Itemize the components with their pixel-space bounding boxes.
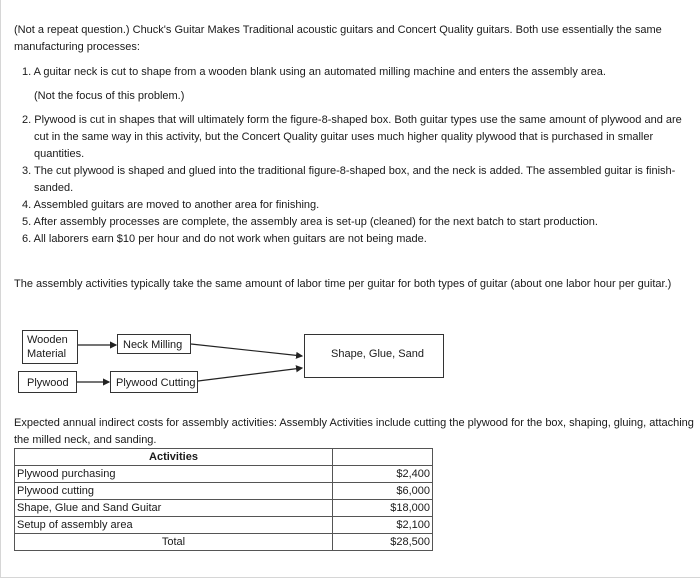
total-label: Total (15, 534, 333, 551)
plywood-box: Plywood (18, 371, 77, 393)
plywood-cutting-box: Plywood Cutting (110, 371, 198, 393)
costs-intro-line: the milled neck, and sanding. (14, 434, 157, 446)
step-number: 4. (22, 199, 32, 211)
total-amount: $28,500 (333, 534, 433, 551)
step-text: Plywood is cut in shapes that will ultimately form the figure-8-shaped box. Both guitar types use the same amount of plywood and are (34, 114, 682, 126)
step-number: 1. (22, 66, 32, 78)
step-number: 2. (22, 114, 32, 126)
table-total-row (15, 534, 433, 551)
table-row (15, 517, 433, 534)
step-text: sanded. (34, 182, 74, 194)
costs-intro-line: Expected annual indirect costs for assembly activities: Assembly Activities include cutting the plywood for the box, shaping, gluing, attaching (14, 417, 694, 429)
activity-cell: Shape, Glue and Sand Guitar (15, 500, 333, 517)
amount-cell: $2,100 (333, 517, 433, 534)
amount-cell: $18,000 (333, 500, 433, 517)
amount-cell: $6,000 (333, 483, 433, 500)
step-text: A guitar neck is cut to shape from a wooden blank using an automated milling machine and enters the assembly area. (33, 66, 606, 78)
activity-cell: Setup of assembly area (15, 517, 333, 534)
table-header-row (15, 449, 433, 466)
activity-cell: Plywood purchasing (15, 466, 333, 483)
step-text: Assembled guitars are moved to another area for finishing. (33, 199, 320, 211)
arrow-cutting-to-shape (198, 368, 302, 381)
amount-cell: $2,400 (333, 466, 433, 483)
step-text: All laborers earn $10 per hour and do not work when guitars are not being made. (33, 233, 427, 245)
table-header: Activities (15, 449, 333, 466)
step-text: quantities. (34, 148, 85, 160)
step-number: 5. (22, 216, 32, 228)
box-label: Material (27, 348, 67, 360)
table-header-empty (333, 449, 433, 466)
activity-cell: Plywood cutting (15, 483, 333, 500)
shape-glue-sand-box: Shape, Glue, Sand (304, 334, 444, 378)
table-row (15, 466, 433, 483)
step-1-note: (Not the focus of this problem.) (34, 90, 185, 102)
table-row (15, 500, 433, 517)
labor-note: The assembly activities typically take the same amount of labor time per guitar for both types of guitar (about one labor hour per guitar.) (14, 278, 672, 290)
intro-paragraph: (Not a repeat question.) Chuck's Guitar Makes Traditional acoustic guitars and Concert Quality guitars. Both use essentially the same manufacturing processes: (14, 24, 662, 53)
step-text: The cut plywood is shaped and glued into the traditional figure-8-shaped box, and the neck is added. The assembled guitar is finish- (34, 165, 676, 177)
indirect-costs-table (14, 448, 433, 551)
neck-milling-box: Neck Milling (117, 334, 191, 354)
step-number: 6. (22, 233, 32, 245)
costs-intro (14, 415, 698, 449)
step-text: cut in the same way in this activity, but the Concert Quality guitar uses much higher quality plywood that is purchased in smaller (34, 131, 654, 143)
step-number: 3. (22, 165, 32, 177)
step-text: After assembly processes are complete, the assembly area is set-up (cleaned) for the next batch to start production. (33, 216, 598, 228)
table-row (15, 483, 433, 500)
arrow-neck-to-shape (191, 344, 302, 356)
box-label: Wooden (27, 334, 68, 346)
